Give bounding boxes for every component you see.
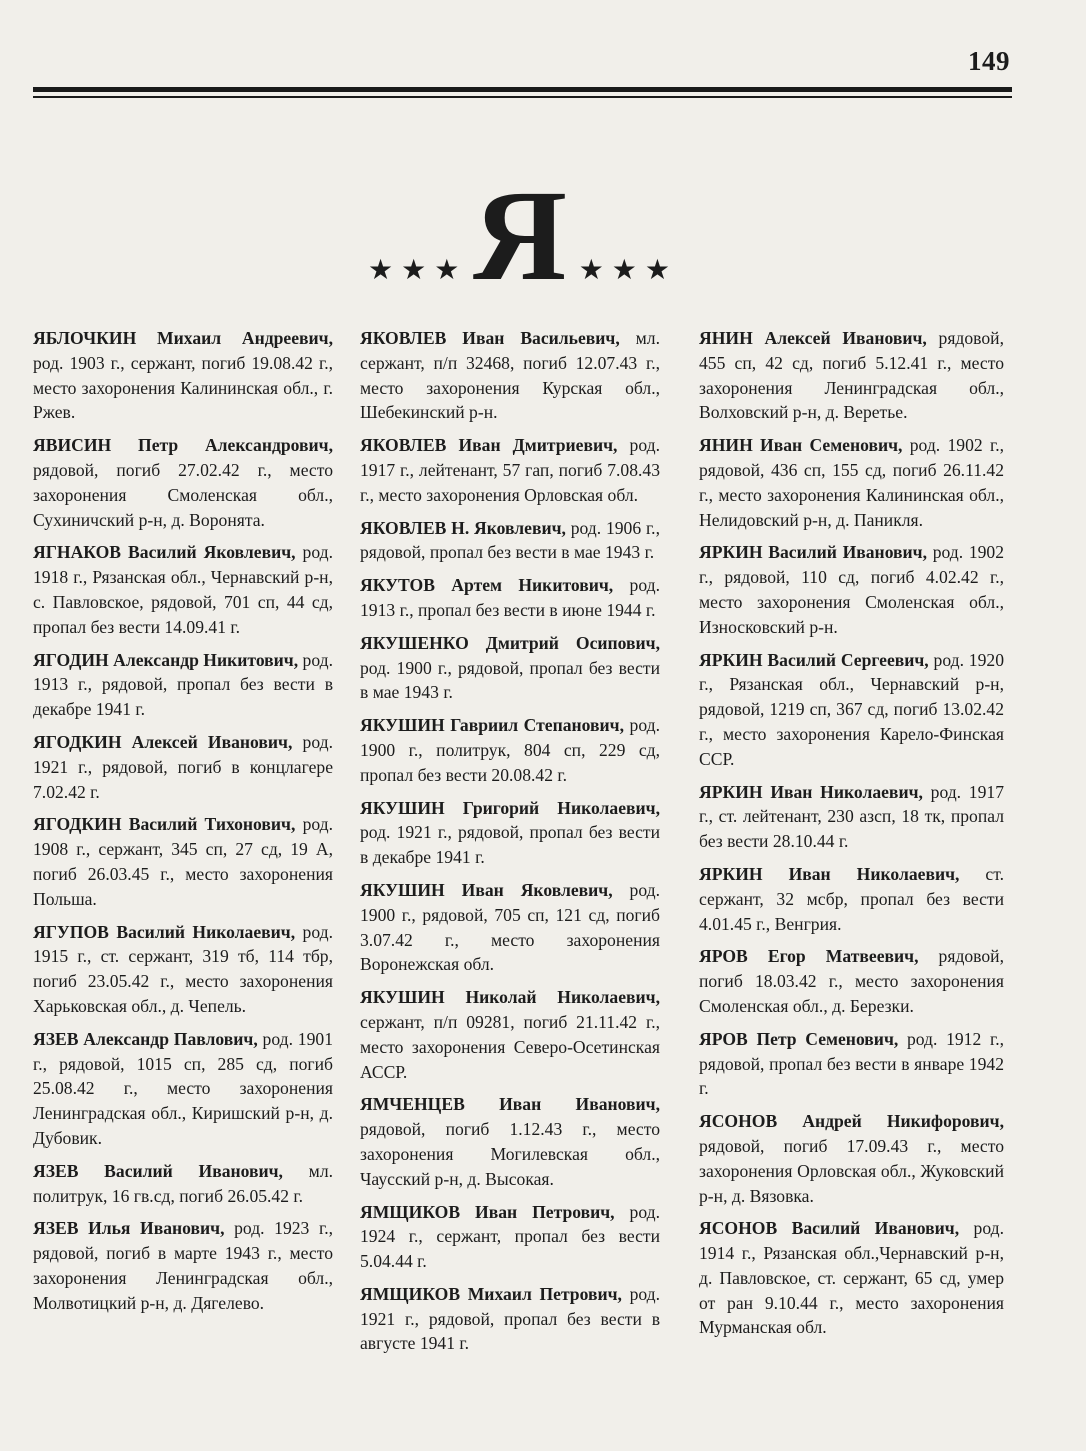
list-item	[360, 985, 660, 1084]
list-item	[360, 433, 660, 507]
list-item	[33, 648, 333, 722]
entry-details: род. 1915 г., ст. сержант, 319 тб, 114 тбр, погиб 23.05.42 г., место захоронения Харьковская обл., д. Чепель.	[33, 921, 333, 1016]
entry-name: ЯКУШИН Николай Николаевич,	[360, 987, 660, 1008]
entry-name: ЯРКИН Иван Николаевич,	[699, 781, 923, 802]
entry-name: ЯКОВЛЕВ Иван Васильевич,	[360, 328, 620, 348]
entry-name: ЯКОВЛЕВ Иван Дмитриевич,	[360, 435, 618, 456]
entry-name: ЯНИН Алексей Иванович,	[699, 328, 927, 348]
entries-columns	[33, 326, 1008, 1426]
list-item	[699, 648, 1004, 772]
list-item	[360, 573, 660, 623]
entry-details: род. 1913 г., пропал без вести в июне 1944 г.	[360, 575, 660, 620]
entry-details: род. 1918 г., Рязанская обл., Чернавский р-н, с. Павловское, рядовой, 701 сп, 44 сд, пропал без вести 14.09.41 г.	[33, 542, 333, 637]
entry-name: ЯРКИН Иван Николаевич,	[699, 863, 960, 884]
list-item	[699, 862, 1004, 936]
list-item	[699, 780, 1004, 854]
column-1	[33, 326, 333, 1323]
list-item	[33, 540, 333, 639]
list-item	[699, 326, 1004, 425]
entry-details: рядовой, погиб 17.09.43 г., место захоронения Орловская обл., Жуковский р-н, д. Вязовка.	[699, 1135, 1004, 1206]
entry-details: род. 1921 г., рядовой, пропал без вести в декабре 1941 г.	[360, 822, 660, 868]
list-item	[360, 713, 660, 787]
entry-name: ЯРОВ Петр Семенович,	[699, 1028, 899, 1049]
list-item	[33, 812, 333, 911]
list-item	[33, 730, 333, 804]
list-item	[360, 326, 660, 425]
list-item	[699, 1216, 1004, 1340]
entry-details: род. 1920 г., Рязанская обл., Чернавский р-н, рядовой, 1219 сп, 367 сд, погиб 13.02.42 г., место захоронения Карело-Финская ССР.	[699, 649, 1004, 769]
entry-name: ЯМЧЕНЦЕВ Иван Иванович,	[360, 1094, 660, 1115]
entry-details: род. 1921 г., рядовой, пропал без вести в августе 1941 г.	[360, 1283, 661, 1354]
entry-name: ЯКУШИН Иван Яковлевич,	[360, 879, 613, 900]
stars-right-icon: ★★★	[578, 255, 678, 286]
entry-name: ЯРКИН Василий Иванович,	[699, 542, 928, 563]
entry-name: ЯМЩИКОВ Михаил Петрович,	[360, 1283, 622, 1304]
section-letter: Я	[473, 164, 567, 308]
column-3	[699, 326, 1004, 1348]
entry-name: ЯРОВ Егор Матвеевич,	[699, 946, 919, 967]
entry-details: сержант, п/п 09281, погиб 21.11.42 г., место захоронения Северо-Осетинская АССР.	[360, 1011, 660, 1082]
entry-name: ЯКУШИН Гавриил Степанович,	[360, 715, 624, 736]
entry-name: ЯКУШЕНКО Дмитрий Осипович,	[360, 632, 660, 653]
entry-details: рядовой, погиб 18.03.42 г., место захоронения Смоленская обл., д. Березки.	[699, 946, 1004, 1016]
list-item	[360, 878, 660, 977]
entry-name: ЯЗЕВ Илья Иванович,	[33, 1218, 225, 1239]
entry-details: род. 1913 г., рядовой, пропал без вести в декабре 1941 г.	[33, 649, 333, 720]
entry-details: род. 1917 г., ст. лейтенант, 230 азсп, 18 тк, пропал без вести 28.10.44 г.	[699, 781, 1004, 852]
list-item	[33, 1159, 333, 1209]
entry-details: род. 1912 г., рядовой, пропал без вести в январе 1942 г.	[699, 1028, 1004, 1099]
list-item	[33, 920, 333, 1019]
entry-details: род. 1908 г., сержант, 345 сп, 27 сд, 19 А, погиб 26.03.45 г., место захоронения Польша.	[33, 814, 334, 909]
entry-details: род. 1903 г., сержант, погиб 19.08.42 г., место захоронения Калининская обл., г. Ржев.	[33, 352, 333, 423]
entry-name: ЯЗЕВ Александр Павлович,	[33, 1028, 258, 1049]
list-item	[360, 796, 660, 870]
entry-details: род. 1902 г., рядовой, 436 сп, 155 сд, погиб 26.11.42 г., место захоронения Калининская обл., Нелидовский р-н, д. Паникля.	[699, 435, 1004, 530]
entry-details: рядовой, 455 сп, 42 сд, погиб 5.12.41 г., место захоронения Ленинградская обл., Волховский р-н, д. Веретье.	[699, 328, 1004, 423]
entry-details: мл. сержант, п/п 32468, погиб 12.07.43 г., место захоронения Курская обл., Шебекинский р-н.	[360, 328, 660, 423]
entry-name: ЯГОДКИН Алексей Иванович,	[33, 731, 293, 752]
list-item	[699, 944, 1004, 1018]
list-item	[699, 1109, 1004, 1208]
entry-details: ст. сержант, 32 мсбр, пропал без вести 4.01.45 г., Венгрия.	[699, 863, 1004, 934]
list-item	[699, 433, 1004, 532]
entry-details: рядовой, погиб 1.12.43 г., место захоронения Могилевская обл., Чаусский р-н, д. Высокая.	[360, 1119, 660, 1189]
entry-name: ЯГОДИН Александр Никитович,	[33, 649, 299, 670]
entry-name: ЯСОНОВ Андрей Никифорович,	[699, 1111, 1004, 1132]
entry-name: ЯКУШИН Григорий Николаевич,	[360, 797, 660, 818]
entry-name: ЯБЛОЧКИН Михаил Андреевич,	[33, 328, 333, 348]
entry-details: род. 1900 г., рядовой, 705 сп, 121 сд, погиб 3.07.42 г., место захоронения Воронежская обл.	[360, 879, 660, 975]
entry-name: ЯМЩИКОВ Иван Петрович,	[360, 1201, 615, 1222]
entry-name: ЯНИН Иван Семенович,	[699, 435, 903, 456]
entry-details: род. 1921 г., рядовой, погиб в концлагере 7.02.42 г.	[33, 731, 333, 802]
entry-details: род. 1923 г., рядовой, погиб в марте 1943 г., место захоронения Ленинградская обл., Молвотицкий р-н, д. Дягелево.	[33, 1218, 333, 1313]
header-rule-thin	[33, 96, 1012, 98]
entry-details: род. 1914 г., Рязанская обл.,Чернавский р-н, д. Павловское, ст. сержант, 65 сд, умер от ран 9.10.44 г., место захоронения Мурманская обл.	[699, 1218, 1004, 1338]
page-number: 149	[968, 46, 1010, 76]
header-rule-thick	[33, 87, 1012, 92]
list-item	[699, 540, 1004, 639]
entry-details: мл. политрук, 16 гв.сд, погиб 26.05.42 г.	[33, 1160, 333, 1206]
column-2	[360, 326, 660, 1364]
list-item	[33, 326, 333, 425]
entry-details: род. 1901 г., рядовой, 1015 сп, 285 сд, погиб 25.08.42 г., место захоронения Ленинградская обл., Киришский р-н, д. Дубовик.	[33, 1028, 333, 1148]
entry-name: ЯГНАКОВ Василий Яковлевич,	[33, 542, 296, 563]
entry-details: род. 1900 г., рядовой, пропал без вести в мае 1943 г.	[360, 657, 660, 703]
entry-details: род. 1906 г., рядовой, пропал без вести в мае 1943 г.	[360, 517, 660, 563]
list-item	[33, 1027, 333, 1151]
list-item	[699, 1027, 1004, 1101]
section-heading	[360, 164, 680, 308]
entry-name: ЯГОДКИН Василий Тихонович,	[33, 814, 296, 835]
entry-name: ЯКОВЛЕВ Н. Яковлевич,	[360, 517, 566, 538]
entry-name: ЯЗЕВ Василий Иванович,	[33, 1160, 283, 1181]
entry-name: ЯГУПОВ Василий Николаевич,	[33, 921, 296, 942]
entry-name: ЯСОНОВ Василий Иванович,	[699, 1218, 960, 1239]
list-item	[360, 1282, 660, 1356]
entry-details: род. 1924 г., сержант, пропал без вести 5.04.44 г.	[360, 1201, 660, 1272]
entry-details: род. 1902 г., рядовой, 110 сд, погиб 4.02.42 г., место захоронения Смоленская обл., Износковский р-н.	[699, 542, 1005, 637]
list-item	[360, 1200, 660, 1274]
list-item	[360, 1092, 660, 1191]
list-item	[33, 1216, 333, 1315]
stars-left-icon: ★★★	[368, 255, 468, 286]
entry-name: ЯВИСИН Петр Александрович,	[33, 435, 333, 456]
entry-details: род. 1917 г., лейтенант, 57 гап, погиб 7.08.43 г., место захоронения Орловская обл.	[360, 435, 660, 505]
list-item	[360, 516, 660, 566]
entry-details: рядовой, погиб 27.02.42 г., место захоронения Смоленская обл., Сухиничский р-н, д. Воронята.	[33, 459, 333, 530]
entry-name: ЯКУТОВ Артем Никитович,	[360, 575, 614, 596]
entry-details: род. 1900 г., политрук, 804 сп, 229 сд, пропал без вести 20.08.42 г.	[360, 715, 660, 785]
list-item	[33, 433, 333, 532]
entry-name: ЯРКИН Василий Сергеевич,	[699, 649, 929, 670]
list-item	[360, 631, 660, 705]
